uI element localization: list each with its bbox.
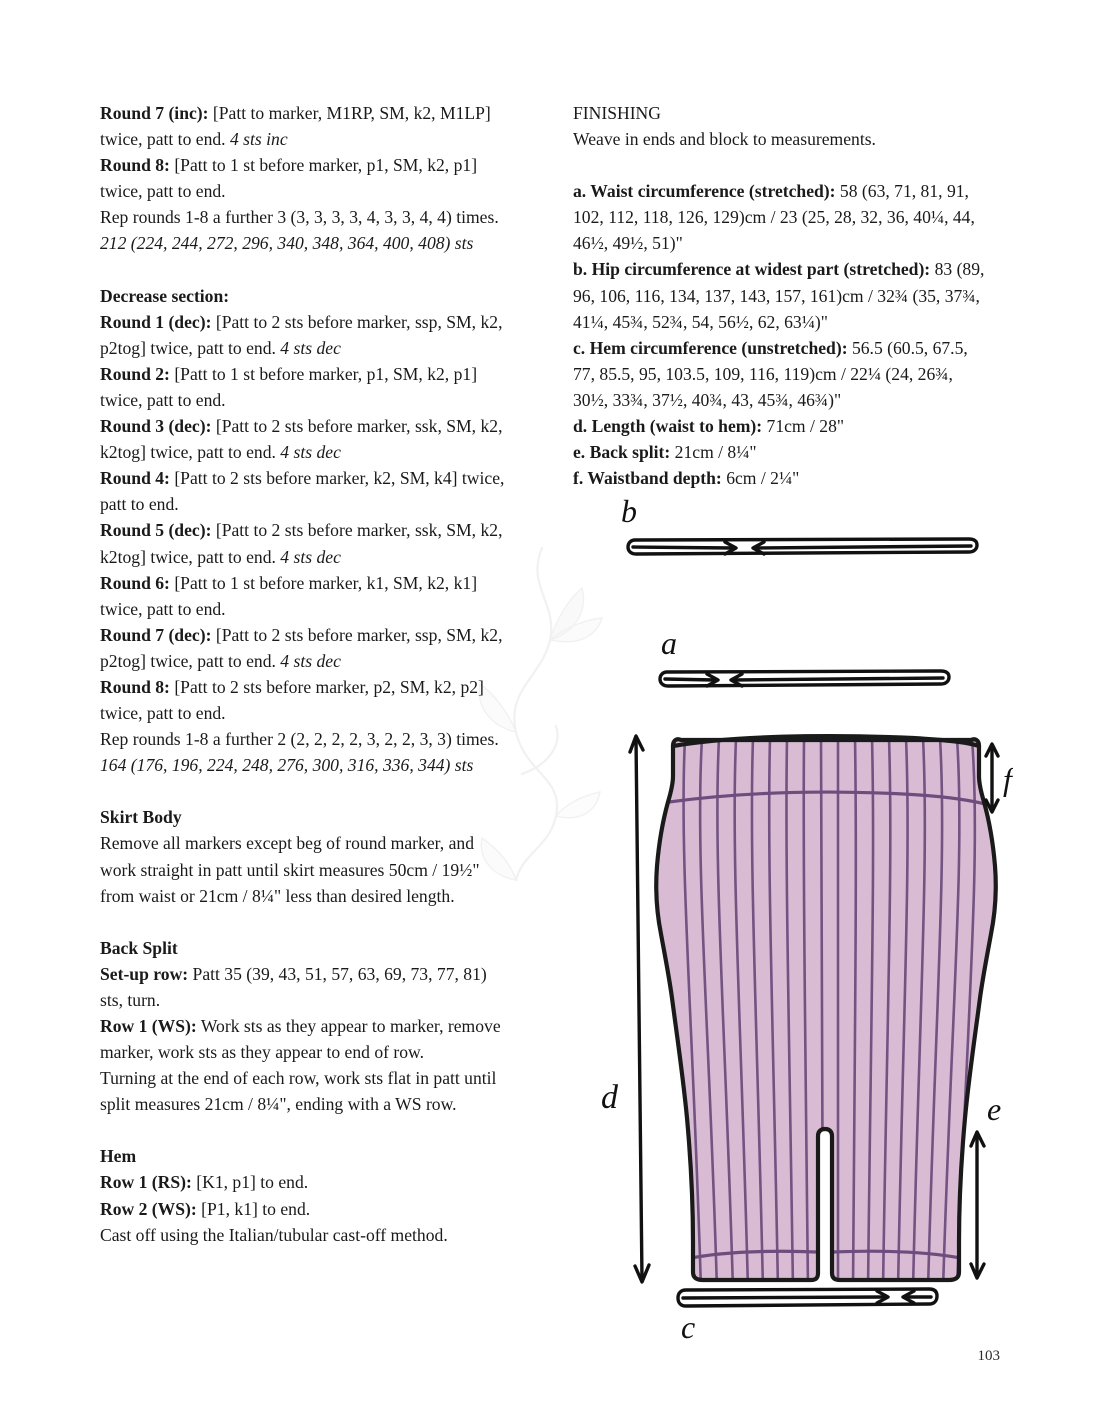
bold-run: Round 8:: [100, 676, 170, 697]
text-run: [Patt to marker, M1RP, SM, k2, M1LP] twice, patt to end.: [100, 103, 491, 150]
bold-run: Row 2 (WS):: [100, 1198, 197, 1219]
text-run: 21cm / 8¼": [670, 442, 757, 463]
bold-run: Round 8:: [100, 155, 170, 176]
text-paragraph: [100, 570, 512, 622]
dimension-label-a: a: [661, 625, 677, 661]
bold-run: Round 2:: [100, 363, 170, 384]
text-run: 71cm / 28": [762, 416, 845, 437]
text-paragraph: [100, 204, 512, 256]
length-dimension-arrow: [630, 736, 649, 1282]
bold-run: Round 1 (dec):: [100, 311, 212, 332]
paragraph-spacer: [100, 909, 512, 935]
bold-run: Decrease section:: [100, 285, 230, 306]
text-run: Remove all markers except beg of round marker, and work straight in patt until skirt measures 50cm / 19½" from waist or 21cm / 8¼" less than desired length.: [100, 833, 480, 906]
text-paragraph: [573, 439, 988, 465]
bold-run: b. Hip circumference at widest part (stretched):: [573, 259, 931, 280]
bold-run: Round 5 (dec):: [100, 520, 212, 541]
text-paragraph: [100, 1222, 512, 1248]
italic-run: 4 sts dec: [280, 337, 341, 358]
text-paragraph: [100, 413, 512, 465]
text-run: [Patt to 2 sts before marker, p2, SM, k2, p2] twice, patt to end.: [100, 676, 484, 724]
text-paragraph: [573, 100, 988, 126]
bold-run: Round 7 (dec):: [100, 624, 212, 645]
text-paragraph: [100, 283, 512, 309]
skirt-illustration: [656, 736, 996, 1290]
text-paragraph: [573, 335, 988, 413]
back-split-dimension-arrow: [971, 1132, 984, 1278]
text-run: [Patt to 2 sts before marker, ssp, SM, k2, p2tog] twice, patt to end.: [100, 624, 503, 671]
waistband-depth-dimension-arrow: [986, 744, 998, 812]
text-run: [Patt to 2 sts before marker, ssp, SM, k2, p2tog] twice, patt to end.: [100, 311, 503, 358]
text-paragraph: [100, 622, 512, 674]
paragraph-spacer: [100, 257, 512, 283]
text-run: [Patt to 2 sts before marker, k2, SM, k4] twice, patt to end.: [100, 468, 505, 515]
italic-run: 4 sts inc: [229, 129, 288, 150]
text-run: [Patt to 1 st before marker, p1, SM, k2, p1] twice, patt to end.: [100, 363, 478, 410]
text-run: 56.5 (60.5, 67.5, 77, 85.5, 95, 103.5, 109, 116, 119)cm / 22¼ (24, 26¾, 30½, 33¾, 37½, 40¾, 43, 45¾, 46¾)": [573, 337, 968, 410]
skirt-schematic-diagram: [573, 490, 1013, 1350]
text-paragraph: [573, 126, 988, 152]
text-paragraph: [100, 804, 512, 830]
text-run: 83 (89, 96, 106, 116, 134, 137, 143, 157, 161)cm / 32¾ (35, 37¾, 41¼, 45¾, 52¾, 54, 56½, 62, 63¼)": [573, 259, 985, 332]
dimension-label-c: c: [681, 1309, 696, 1345]
italic-run: 4 sts dec: [280, 546, 341, 567]
bold-run: Back Split: [100, 937, 178, 958]
dimension-label-b: b: [621, 493, 637, 529]
paragraph-spacer: [100, 1117, 512, 1143]
text-run: [P1, k1] to end.: [196, 1198, 311, 1219]
hip-circumference-dimension-arrow: [628, 539, 977, 554]
text-paragraph: [100, 1013, 512, 1065]
bold-run: Round 6:: [100, 572, 170, 593]
text-paragraph: [100, 1143, 512, 1169]
text-run: Work sts as they appear to marker, remove marker, work sts as they appear to end of row.: [100, 1016, 501, 1063]
italic-run: 4 sts dec: [280, 442, 341, 463]
bold-run: Skirt Body: [100, 807, 182, 828]
text-run: 58 (63, 71, 81, 91, 102, 112, 118, 126, 129)cm / 23 (25, 28, 32, 36, 40¼, 44, 46½, 49½, 51)": [573, 181, 975, 254]
bold-run: a. Waist circumference (stretched):: [573, 181, 836, 202]
bold-run: Hem: [100, 1146, 137, 1167]
bold-run: d. Length (waist to hem):: [573, 416, 763, 437]
text-paragraph: [100, 465, 512, 517]
text-paragraph: [100, 674, 512, 726]
bold-run: Set-up row:: [100, 963, 189, 984]
text-paragraph: [100, 961, 512, 1013]
left-text-column: [100, 100, 512, 1248]
text-paragraph: [100, 309, 512, 361]
text-paragraph: [100, 517, 512, 569]
dimension-label-f: f: [1003, 761, 1012, 797]
text-paragraph: [100, 830, 512, 908]
bold-run: Round 4:: [100, 468, 170, 489]
text-run: Rep rounds 1-8 a further 2 (2, 2, 2, 2, 3, 2, 2, 3, 3) times.: [100, 729, 499, 750]
italic-run: 164 (176, 196, 224, 248, 276, 300, 316, 336, 344) sts: [100, 755, 474, 776]
text-run: [K1, p1] to end.: [191, 1172, 309, 1193]
text-paragraph: [573, 178, 988, 256]
bold-run: f. Waistband depth:: [573, 468, 722, 489]
bold-run: Round 3 (dec):: [100, 416, 212, 437]
bold-run: Row 1 (WS):: [100, 1016, 197, 1036]
page-number: 103: [977, 1348, 1000, 1364]
right-text-column: [573, 100, 988, 491]
text-paragraph: [100, 152, 512, 204]
bold-run: c. Hem circumference (unstretched):: [573, 337, 848, 358]
text-paragraph: [573, 413, 988, 439]
text-run: [Patt to 2 sts before marker, ssk, SM, k2, k2tog] twice, patt to end.: [100, 416, 503, 463]
text-run: FINISHING: [573, 103, 661, 123]
text-run: [Patt to 2 sts before marker, ssk, SM, k2, k2tog] twice, patt to end.: [100, 520, 503, 567]
text-paragraph: [100, 935, 512, 961]
text-paragraph: [100, 726, 512, 778]
text-run: [Patt to 1 st before marker, p1, SM, k2, p1] twice, patt to end.: [100, 155, 478, 202]
dimension-label-d: d: [601, 1079, 618, 1116]
text-paragraph: [573, 465, 988, 491]
text-paragraph: [100, 1169, 512, 1195]
text-paragraph: [100, 361, 512, 413]
waist-circumference-dimension-arrow: [660, 671, 949, 686]
hem-circumference-dimension-arrow: [678, 1289, 937, 1306]
text-run: [Patt to 1 st before marker, k1, SM, k2, k1] twice, patt to end.: [100, 572, 478, 619]
text-run: Turning at the end of each row, work sts flat in patt until split measures 21cm / 8¼", ending with a WS row.: [100, 1068, 497, 1115]
bold-run: Row 1 (RS):: [100, 1172, 192, 1193]
italic-run: 212 (224, 244, 272, 296, 340, 348, 364, 400, 408) sts: [100, 233, 474, 254]
text-paragraph: [573, 256, 988, 334]
text-run: 6cm / 2¼": [721, 468, 800, 489]
text-run: Weave in ends and block to measurements.: [573, 129, 876, 150]
text-paragraph: [100, 1065, 512, 1117]
bold-run: Round 7 (inc):: [100, 103, 209, 123]
paragraph-spacer: [573, 152, 988, 178]
text-run: Patt 35 (39, 43, 51, 57, 63, 69, 73, 77, 81) sts, turn.: [100, 963, 487, 1010]
text-paragraph: [100, 1196, 512, 1222]
text-paragraph: [100, 100, 512, 152]
paragraph-spacer: [100, 778, 512, 804]
italic-run: 4 sts dec: [280, 650, 341, 671]
text-run: Cast off using the Italian/tubular cast-off method.: [100, 1224, 448, 1245]
bold-run: e. Back split:: [573, 442, 671, 463]
text-run: Rep rounds 1-8 a further 3 (3, 3, 3, 3, 4, 3, 3, 4, 4) times.: [100, 207, 499, 228]
dimension-label-e: e: [987, 1091, 1002, 1127]
